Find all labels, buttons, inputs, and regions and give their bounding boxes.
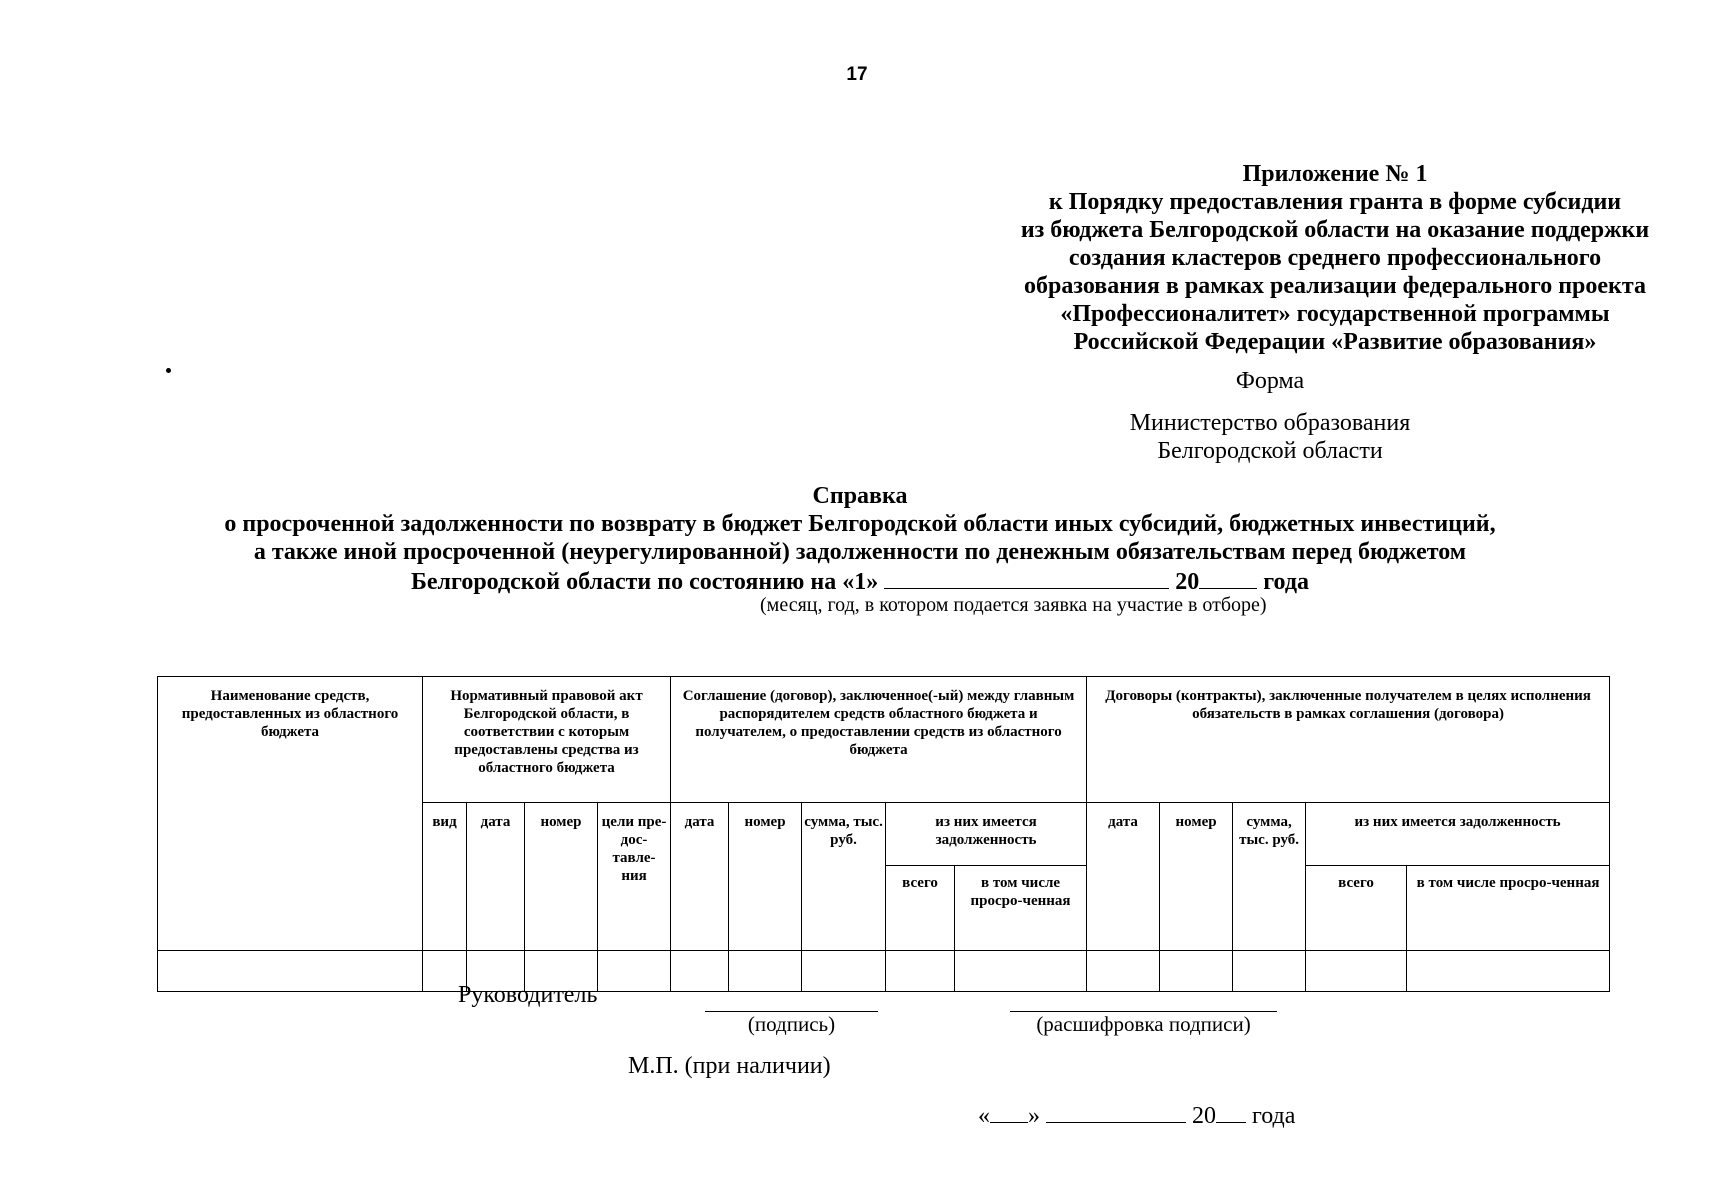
- date-year: 20: [1192, 1103, 1216, 1129]
- stamp-label: М.П. (при наличии): [628, 1053, 831, 1079]
- col-agreement-debt-overdue: в том числе просро-ченная: [955, 866, 1087, 951]
- col-agreement-debt: из них имеется задолженность: [886, 803, 1087, 866]
- empty-cell[interactable]: [671, 951, 729, 992]
- date-quote-open: «: [978, 1103, 990, 1129]
- title-date-suffix: года: [1263, 569, 1309, 595]
- month-blank[interactable]: [884, 566, 1169, 589]
- appendix-header: [895, 160, 1714, 356]
- col-agreement-number: номер: [729, 803, 802, 951]
- appendix-line: образования в рамках реализации федерального проекта: [1024, 273, 1646, 299]
- col-agreement-sum: сумма, тыс. руб.: [802, 803, 886, 951]
- group-agreement-header: Соглашение (договор), заключенное(-ый) между главным распорядителем средств областного бюджета и получателем, о предоставлении средств из областного бюджета: [671, 677, 1087, 803]
- title-line: о просроченной задолженности по возврату в бюджет Белгородской области иных субсидий, бюджетных инвестиций,: [224, 511, 1496, 537]
- debt-table: [157, 676, 1610, 992]
- col-contract-date: дата: [1087, 803, 1160, 951]
- signature-caption: (подпись): [747, 1012, 836, 1036]
- title-line-date: [80, 566, 1640, 596]
- empty-cell[interactable]: [886, 951, 955, 992]
- col-contract-debt-overdue: в том числе просро-ченная: [1407, 866, 1610, 951]
- name-decode-caption: (расшифровка подписи): [1036, 1012, 1251, 1036]
- col-act-purpose: цели пре-дос-тавле-ния: [598, 803, 671, 951]
- empty-cell[interactable]: [1407, 951, 1610, 992]
- appendix-line: к Порядку предоставления гранта в форме субсидии: [1048, 189, 1622, 215]
- group-legal-act-header: Нормативный правовой акт Белгородской области, в соответствии с которым предоставлены средства из областного бюджета: [423, 677, 671, 803]
- col-agreement-date: дата: [671, 803, 729, 951]
- title-date-year: 20: [1175, 569, 1200, 595]
- empty-cell[interactable]: [598, 951, 671, 992]
- appendix-line: Приложение № 1: [1242, 161, 1428, 187]
- title-date-prefix: Белгородской области по состоянию на «1»: [411, 569, 879, 595]
- empty-cell[interactable]: [158, 951, 423, 992]
- appendix-line: создания кластеров среднего профессионального: [1068, 245, 1602, 271]
- month-blank[interactable]: [1046, 1100, 1186, 1123]
- signing-date: [978, 1100, 1295, 1130]
- head-label: Руководитель: [458, 982, 598, 1008]
- stray-dot: [166, 368, 171, 373]
- date-quote-close: »: [1028, 1103, 1040, 1129]
- col-contract-number: номер: [1160, 803, 1233, 951]
- empty-cell[interactable]: [802, 951, 886, 992]
- year-blank[interactable]: [1216, 1100, 1246, 1123]
- ministry-name: [1060, 409, 1480, 465]
- col-contract-debt-total: всего: [1306, 866, 1407, 951]
- col-contract-debt: из них имеется задолженность: [1306, 803, 1610, 866]
- col-act-number: номер: [525, 803, 598, 951]
- empty-cell[interactable]: [729, 951, 802, 992]
- col-agreement-debt-total: всего: [886, 866, 955, 951]
- title-note: (месяц, год, в котором подается заявка на участие в отборе): [760, 594, 1267, 616]
- ministry-line: Министерство образования: [1129, 410, 1411, 436]
- col-act-type: вид: [423, 803, 467, 951]
- col-contract-sum: сумма, тыс. руб.: [1233, 803, 1306, 951]
- appendix-line: Российской Федерации «Развитие образования»: [1073, 329, 1597, 355]
- page-number: 17: [846, 64, 868, 85]
- title-line: а также иной просроченной (неурегулированной) задолженности по денежным обязательствам перед бюджетом: [253, 539, 1467, 565]
- date-suffix: года: [1252, 1103, 1296, 1129]
- ministry-line: Белгородской области: [1157, 438, 1383, 464]
- year-blank[interactable]: [1199, 566, 1257, 589]
- group-contracts-header: Договоры (контракты), заключенные получателем в целях исполнения обязательств в рамках соглашения (договора): [1087, 677, 1610, 803]
- empty-cell[interactable]: [1306, 951, 1407, 992]
- form-label: Форма: [1235, 368, 1305, 394]
- day-blank[interactable]: [990, 1100, 1028, 1123]
- empty-cell[interactable]: [955, 951, 1087, 992]
- appendix-line: из бюджета Белгородской области на оказание поддержки: [1020, 217, 1650, 243]
- title-heading: Справка: [812, 483, 908, 509]
- document-title: [80, 482, 1640, 596]
- empty-cell[interactable]: [1233, 951, 1306, 992]
- col-act-date: дата: [467, 803, 525, 951]
- empty-cell[interactable]: [1087, 951, 1160, 992]
- col-funds-name-header: Наименование средств, предоставленных из областного бюджета: [158, 677, 423, 951]
- appendix-line: «Профессионалитет» государственной программы: [1060, 301, 1610, 327]
- empty-cell[interactable]: [1160, 951, 1233, 992]
